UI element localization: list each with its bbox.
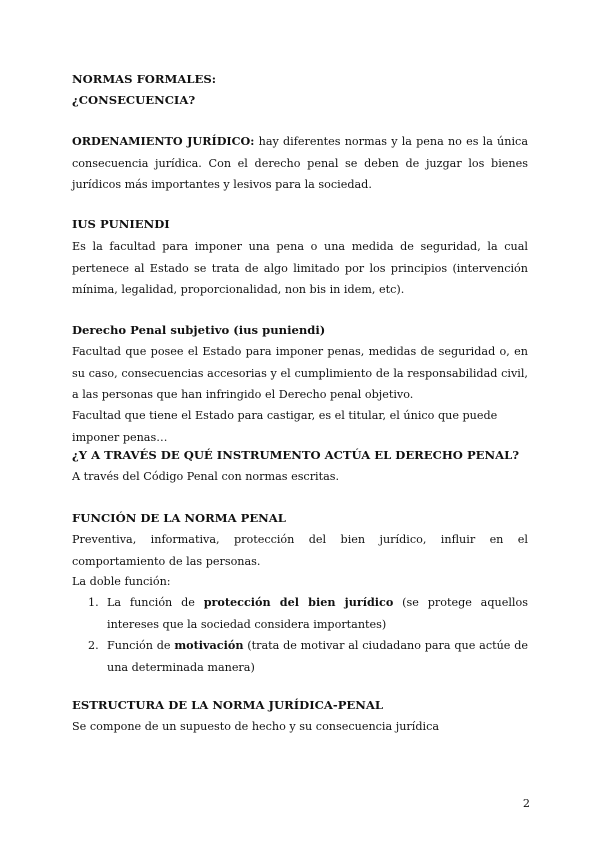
page-number: 2: [522, 797, 530, 810]
term-ordenamiento-juridico: ORDENAMIENTO JURÍDICO:: [72, 134, 255, 148]
paragraph-derecho-subjetivo-2: Facultad que tiene el Estado para castigar, es el titular, el único que puede imponer penas…: [72, 409, 498, 444]
ordenamiento-text: hay diferentes normas y la pena no es la única consecuencia jurídica. Con el derecho penal se deben de juzgar los bienes jurídicos más importantes y lesivos para la sociedad.: [72, 135, 528, 191]
label-doble-funcion: La doble función:: [72, 575, 171, 588]
heading-consecuencia: ¿CONSECUENCIA?: [72, 93, 196, 107]
paragraph-ordenamiento: [72, 131, 528, 196]
paragraph-instrumento: A través del Código Penal con normas escritas.: [72, 470, 340, 483]
list-item-number: 2.: [88, 639, 99, 652]
heading-ius-puniendi: IUS PUNIENDI: [72, 217, 170, 231]
list-item-bold: motivación: [174, 638, 244, 652]
list-item-bold: protección del bien jurídico: [203, 595, 394, 609]
paragraph-funcion: Preventiva, informativa, protección del bien jurídico, influir en el comportamiento de las personas.: [72, 533, 528, 568]
list-item-number: 1.: [88, 596, 99, 609]
paragraph-ius-puniendi: Es la facultad para imponer una pena o una medida de seguridad, la cual pertenece al Estado se trata de algo limitado por los principios (intervención mínima, legalidad, proporcionalidad, non bis in idem, etc).: [72, 240, 528, 296]
heading-funcion-norma-penal: FUNCIÓN DE LA NORMA PENAL: [72, 511, 286, 525]
heading-normas-formales: NORMAS FORMALES:: [72, 72, 217, 86]
heading-instrumento: ¿Y A TRAVÉS DE QUÉ INSTRUMENTO ACTÚA EL DERECHO PENAL?: [72, 448, 520, 462]
list-item: 2. Función de motivación (trata de motivar al ciudadano para que actúe de una determinada manera): [88, 635, 528, 678]
heading-derecho-penal-subjetivo: Derecho Penal subjetivo (ius puniendi): [72, 323, 326, 337]
paragraph-derecho-subjetivo-1: Facultad que posee el Estado para imponer penas, medidas de seguridad o, en su caso, consecuencias accesorias y el cumplimiento de la responsabilidad civil, a las personas que han infringido el Derecho penal objetivo.: [72, 345, 528, 401]
heading-estructura: ESTRUCTURA DE LA NORMA JURÍDICA-PENAL: [72, 698, 383, 712]
paragraph-estructura: Se compone de un supuesto de hecho y su consecuencia jurídica: [72, 720, 440, 733]
list-item: 1. La función de protección del bien jurídico (se protege aquellos intereses que la sociedad considera importantes): [88, 592, 528, 635]
list-doble-funcion: [88, 592, 528, 678]
